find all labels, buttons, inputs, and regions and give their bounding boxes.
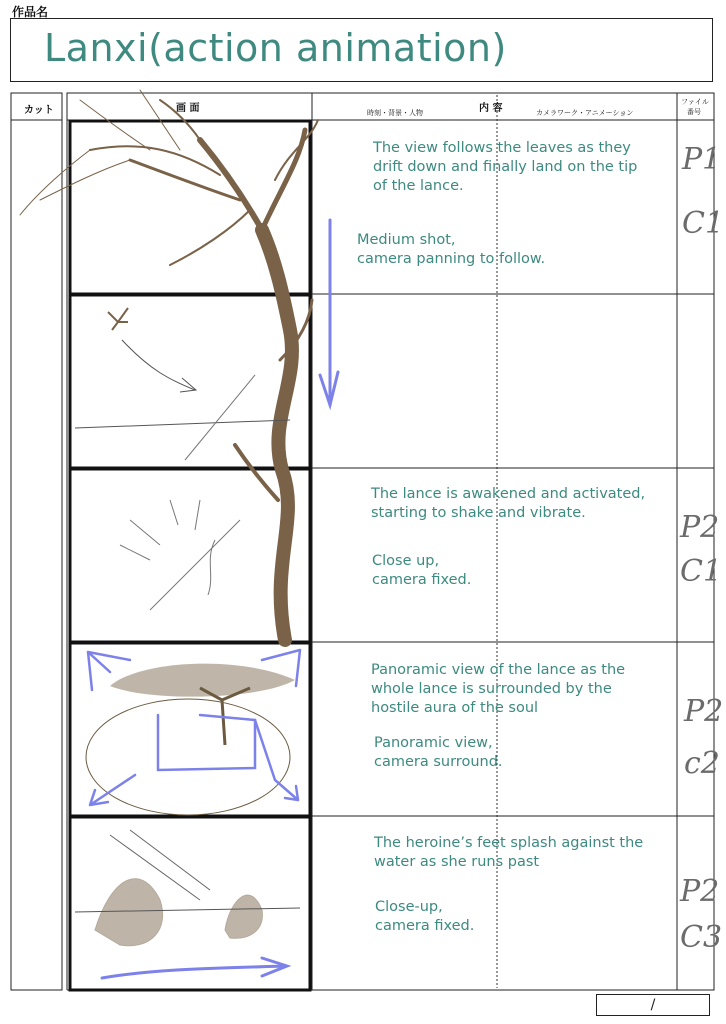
file-column-header-line1: ファイル bbox=[681, 98, 709, 106]
row-4-camera-line-2: camera fixed. bbox=[375, 918, 475, 934]
row-4-desc-line-1: The heroine’s feet splash against the bbox=[374, 835, 644, 851]
pan-down-arrow bbox=[320, 220, 338, 405]
row-3-camera-line-1: Panoramic view, bbox=[374, 735, 493, 751]
row-1-desc-line-1: The view follows the leaves as they bbox=[373, 140, 631, 156]
row-2-desc-line-2: starting to shake and vibrate. bbox=[371, 505, 586, 521]
row-2-camera bbox=[372, 552, 471, 590]
row-3-file-number bbox=[684, 692, 723, 784]
row-2-desc-line-1: The lance is awakened and activated, bbox=[371, 486, 646, 502]
row-3-description bbox=[371, 661, 625, 718]
row-1-description bbox=[373, 139, 637, 196]
row-2-camera-line-1: Close up, bbox=[372, 553, 440, 569]
splash-illustration bbox=[75, 830, 300, 946]
run-right-arrow bbox=[102, 958, 287, 978]
row-4-desc-line-2: water as she runs past bbox=[374, 854, 540, 870]
row-3-file-cut: c2 bbox=[684, 746, 720, 781]
tree-illustration bbox=[20, 90, 318, 640]
row-1-file-page: P1 bbox=[682, 142, 722, 177]
row-4-file-page: P2 bbox=[680, 874, 720, 909]
row-2-description bbox=[371, 485, 645, 523]
row-2-file-cut: C1 bbox=[680, 554, 723, 589]
row-2-file-page: P2 bbox=[680, 510, 720, 545]
panoramic-illustration bbox=[86, 650, 300, 815]
row-4-file-number bbox=[680, 872, 722, 958]
row-1-camera bbox=[357, 231, 545, 269]
content-sub-right: カメラワーク・アニメーション bbox=[536, 109, 634, 117]
row-1-file-cut: C1 bbox=[682, 206, 725, 241]
row-3-desc-line-1: Panoramic view of the lance as the bbox=[371, 662, 626, 678]
row-1-file-number bbox=[682, 140, 724, 244]
page-number: / bbox=[650, 997, 656, 1013]
row-3-camera-line-2: camera surround. bbox=[374, 754, 503, 770]
content-column-header: 内 容 bbox=[479, 103, 503, 114]
scene-column-header: 画 面 bbox=[176, 103, 200, 114]
page-number-box bbox=[596, 994, 710, 1016]
page-title: Lanxi(action animation) bbox=[44, 26, 507, 70]
row-1-camera-line-2: camera panning to follow. bbox=[357, 251, 546, 267]
row-4-description bbox=[374, 834, 643, 872]
lance-vibration-illustration bbox=[120, 500, 240, 610]
file-column-header-line2: 番号 bbox=[687, 108, 701, 116]
row-2-camera-line-2: camera fixed. bbox=[372, 572, 472, 588]
content-sub-left: 時刻・背景・人物 bbox=[367, 109, 423, 117]
leaf-illustration bbox=[75, 308, 290, 460]
row-2-file-number bbox=[680, 508, 722, 592]
row-1-desc-line-2: drift down and finally land on the tip bbox=[373, 159, 638, 175]
row-4-camera-line-1: Close-up, bbox=[375, 899, 443, 915]
row-3-desc-line-3: hostile aura of the soul bbox=[371, 700, 539, 716]
cut-column-header: カット bbox=[24, 105, 54, 116]
row-3-file-page: P2 bbox=[684, 694, 724, 729]
row-4-file-cut: C3 bbox=[680, 920, 723, 955]
work-name-label: 作品名 bbox=[12, 5, 49, 19]
row-4-camera bbox=[375, 898, 474, 936]
row-1-camera-line-1: Medium shot, bbox=[357, 232, 456, 248]
row-1-desc-line-3: of the lance. bbox=[373, 178, 464, 194]
row-3-desc-line-2: whole lance is surrounded by the bbox=[371, 681, 612, 697]
row-3-camera bbox=[374, 734, 503, 772]
